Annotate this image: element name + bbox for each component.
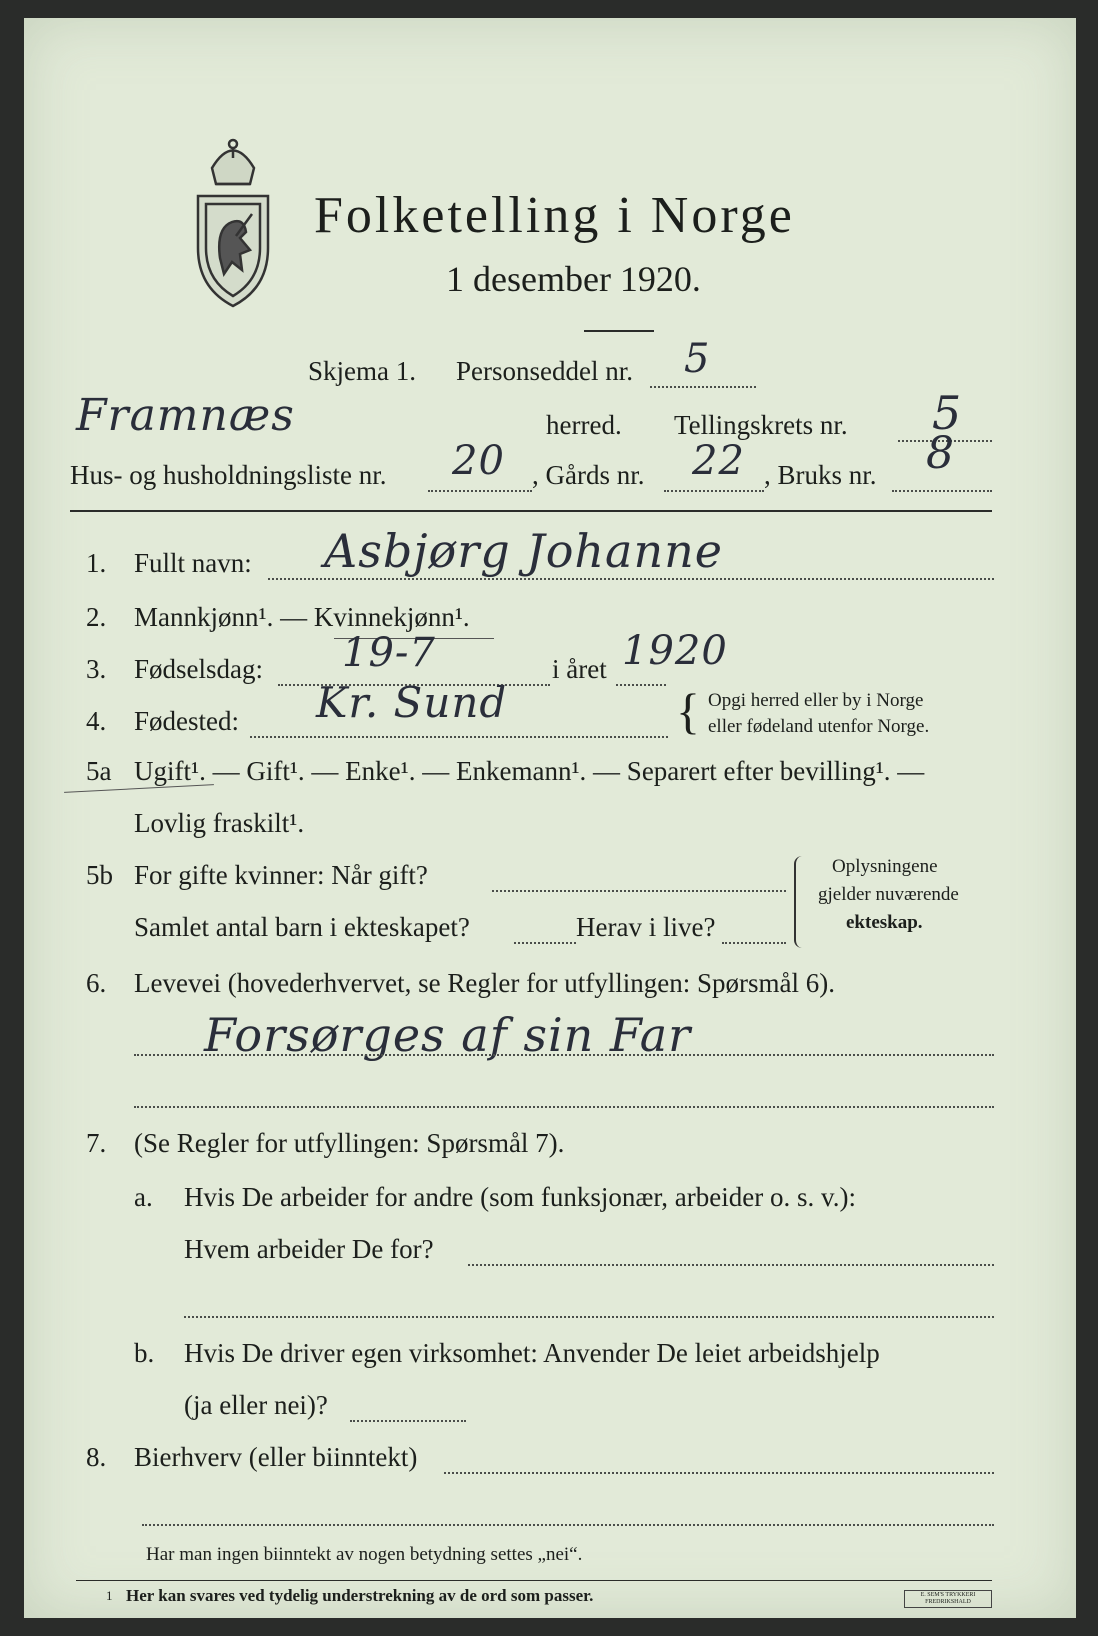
q6-number: 6.	[86, 968, 107, 998]
bruks-line	[892, 490, 992, 492]
q2-number: 2.	[86, 602, 107, 632]
q7a-line-fill-1	[468, 1264, 994, 1266]
q4-line	[250, 736, 668, 738]
q4-note-1: Opgi herred eller by i Norge	[708, 690, 924, 711]
personseddel-label: Personseddel nr.	[456, 356, 633, 386]
q4-label: Fødested:	[134, 706, 239, 736]
personseddel-value: 5	[684, 336, 711, 382]
q5b-note-2: gjelder nuværende	[818, 884, 959, 905]
q1-number: 1.	[86, 548, 107, 578]
q5b-number: 5b	[86, 860, 113, 890]
q5b-note-1: Oplysningene	[832, 856, 938, 877]
personseddel-line	[650, 386, 756, 388]
q3-year-line	[616, 684, 666, 686]
q7b-line-2: (ja eller nei)?	[184, 1390, 328, 1420]
q6-label: Levevei (hovederhvervet, se Regler for utfyllingen: Spørsmål 6).	[134, 968, 836, 998]
q6-line-2	[134, 1106, 994, 1108]
q6-line-1	[134, 1054, 994, 1056]
q4-brace: {	[676, 683, 700, 739]
q4-note-2: eller fødeland utenfor Norge.	[708, 716, 930, 737]
q7a-line-2: Hvem arbeider De for?	[184, 1234, 434, 1264]
q8-number: 8.	[86, 1442, 107, 1472]
header-divider	[70, 510, 992, 512]
q5b-label-3: Herav i live?	[576, 912, 716, 942]
q5b-barn-line	[514, 942, 576, 944]
q5b-label-2: Samlet antal barn i ekteskapet?	[134, 912, 470, 942]
q3-label: Fødselsdag:	[134, 654, 264, 684]
q2-label: Mannkjønn¹. — Kvinnekjønn¹.	[134, 602, 470, 632]
tellingskrets-label: Tellingskrets nr.	[674, 410, 848, 440]
q5b-note-3: ekteskap.	[846, 912, 923, 933]
q7b-line-fill	[350, 1420, 466, 1422]
census-form-page	[24, 18, 1076, 1618]
q7a-letter: a.	[134, 1182, 153, 1212]
q3-year: 1920	[622, 628, 728, 674]
q8-line-2	[142, 1524, 994, 1526]
q5a-line-1: Ugift¹. — Gift¹. — Enke¹. — Enkemann¹. — Separert efter bevilling¹. —	[134, 756, 925, 786]
bruks-label: , Bruks nr.	[764, 460, 877, 490]
q3-number: 3.	[86, 654, 107, 684]
gards-label: , Gårds nr.	[532, 460, 645, 490]
q8-label: Bierhverv (eller biinntekt)	[134, 1442, 418, 1472]
q1-value: Asbjørg Johanne	[324, 524, 723, 578]
q1-line	[268, 578, 994, 580]
q4-value: Kr. Sund	[316, 678, 508, 727]
q7-number: 7.	[86, 1128, 107, 1158]
q8-note: Har man ingen biinntekt av nogen betydning settes „nei“.	[146, 1544, 583, 1565]
q3-day: 19-7	[342, 630, 436, 676]
hus-line	[428, 490, 532, 492]
q7a-line-fill-2	[184, 1316, 994, 1318]
hus-value: 20	[452, 438, 505, 484]
q5b-gift-line	[492, 890, 786, 892]
herred-value: Framnæs	[76, 390, 295, 441]
q3-year-label: i året	[552, 654, 607, 684]
gards-value: 22	[692, 438, 745, 484]
census-date: 1 desember 1920.	[446, 259, 701, 299]
q7a-line-1: Hvis De arbeider for andre (som funksjonær, arbeider o. s. v.):	[184, 1182, 856, 1212]
q1-label: Fullt navn:	[134, 548, 252, 578]
bruks-value: 8	[926, 428, 955, 479]
q5b-brace	[794, 856, 806, 948]
q7b-line-1: Hvis De driver egen virksomhet: Anvender De leiet arbeidshjelp	[184, 1338, 880, 1368]
q5a-line-2: Lovlig fraskilt¹.	[134, 808, 305, 838]
herred-label: herred.	[546, 410, 622, 440]
schema-label: Skjema 1.	[308, 356, 416, 386]
q7-label: (Se Regler for utfyllingen: Spørsmål 7).	[134, 1128, 565, 1158]
title-divider	[584, 330, 654, 332]
footnote-rule	[76, 1580, 992, 1581]
printer-stamp: E. SEM'S TRYKKERI FREDRIKSHALD	[904, 1590, 992, 1608]
coat-of-arms-icon	[192, 138, 274, 308]
q5a-number: 5a	[86, 756, 112, 786]
form-title: Folketelling i Norge	[314, 187, 795, 244]
tellingskrets-value: 5	[932, 386, 963, 440]
q5b-label-1: For gifte kvinner: Når gift?	[134, 860, 428, 890]
footnote-mark: 1	[106, 1588, 113, 1603]
q4-number: 4.	[86, 706, 107, 736]
footnote-text: Her kan svares ved tydelig understrekning av de ord som passer.	[126, 1586, 594, 1605]
q7b-letter: b.	[134, 1338, 155, 1368]
hus-label: Hus- og husholdningsliste nr.	[70, 460, 387, 490]
q5b-live-line	[722, 942, 786, 944]
gards-line	[664, 490, 764, 492]
q6-value: Forsørges af sin Far	[204, 1008, 692, 1062]
q8-line-1	[444, 1472, 994, 1474]
